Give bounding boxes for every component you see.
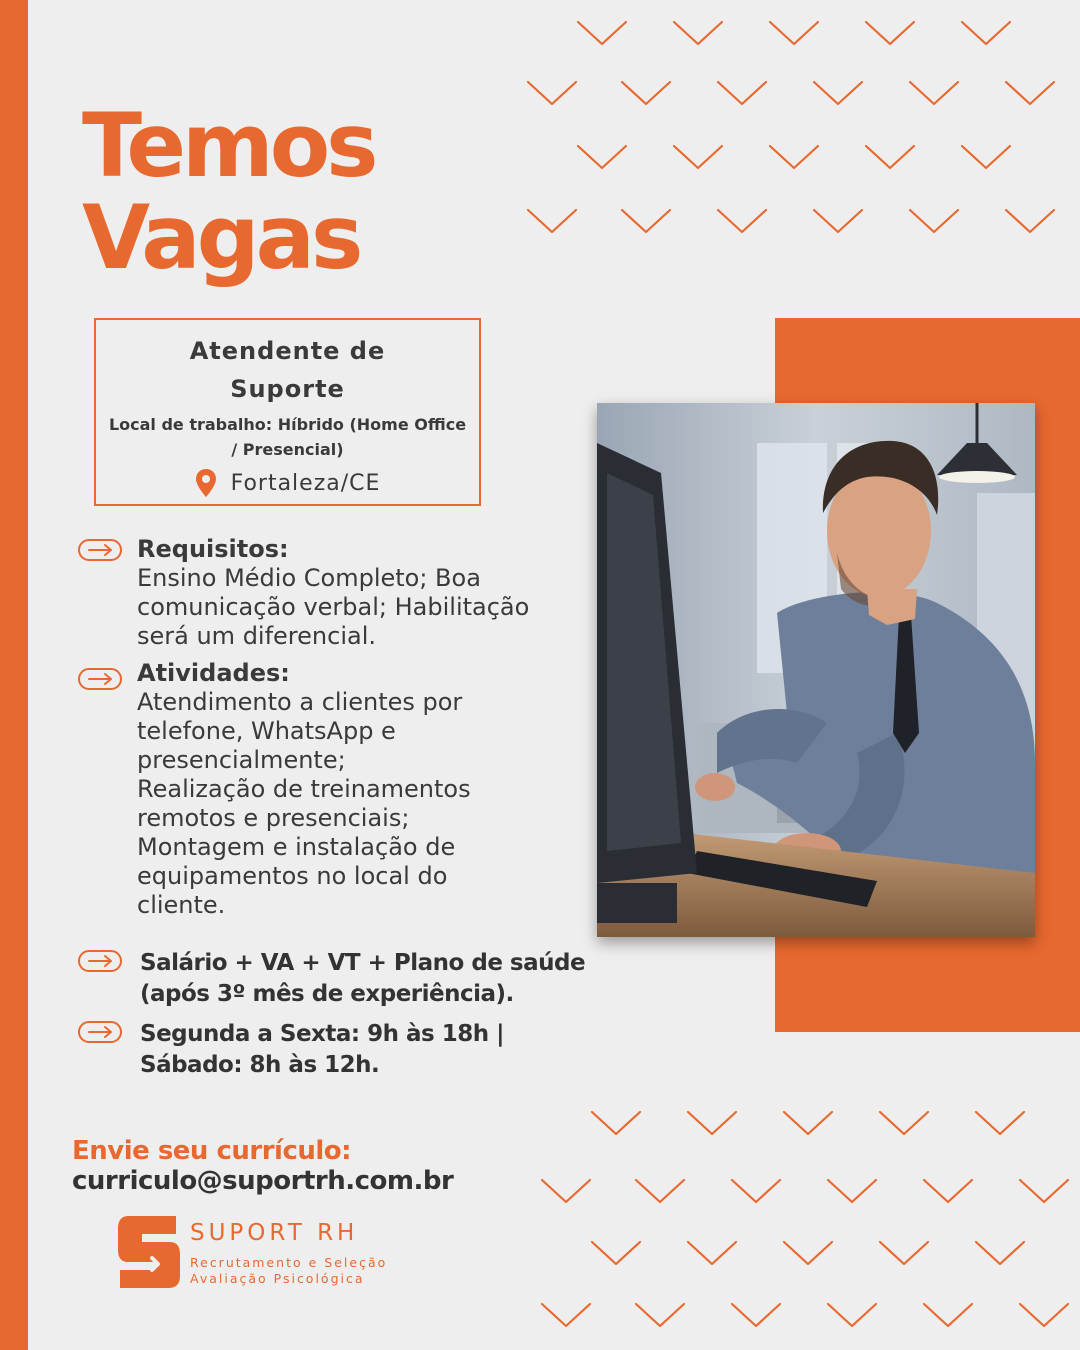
requisitos-line: será um diferencial.	[137, 622, 376, 650]
job-city: Fortaleza/CE	[230, 470, 381, 496]
chevron-group-top	[528, 22, 1054, 232]
headline-line-2: Vagas	[82, 186, 360, 289]
logo-name: SUPORT RH	[190, 1220, 359, 1246]
requisitos-section	[137, 535, 529, 651]
atividades-line: Montagem e instalação de	[137, 833, 456, 861]
location-pin-icon	[195, 468, 217, 498]
atividades-line: cliente.	[137, 891, 226, 919]
arrow-right-icon	[78, 1021, 122, 1043]
atividades-line: telefone, WhatsApp e	[137, 717, 396, 745]
left-accent-stripe	[0, 0, 28, 1350]
cta-email-link[interactable]: curriculo@suportrh.com.br	[72, 1166, 454, 1196]
atividades-line: equipamentos no local do	[137, 862, 448, 890]
headline-line-1: Temos	[82, 94, 375, 197]
atividades-heading: Atividades:	[137, 659, 290, 687]
job-work-location: Local de trabalho: Híbrido (Home Office / Presencial)	[108, 415, 467, 459]
requisitos-heading: Requisitos:	[137, 535, 289, 563]
atividades-line: Realização de treinamentos	[137, 775, 471, 803]
arrow-right-icon	[78, 668, 122, 690]
beneficios-line-1: Salário + VA + VT + Plano de saúde	[140, 950, 586, 976]
headline	[82, 94, 522, 289]
logo-s-icon	[116, 1214, 182, 1290]
logo-subtitle-2: Avaliação Psicológica	[190, 1271, 365, 1286]
requisitos-line: comunicação verbal; Habilitação	[137, 593, 530, 621]
chevron-group-bottom	[542, 1112, 1068, 1326]
horario-text	[140, 1019, 504, 1081]
arrow-right-icon	[78, 950, 122, 972]
horario-line-1: Segunda a Sexta: 9h às 18h |	[140, 1021, 505, 1047]
job-title: Atendente de Suporte	[189, 337, 386, 403]
beneficios-text	[140, 948, 585, 1010]
photo-illustration	[597, 403, 1035, 937]
requisitos-line: Ensino Médio Completo; Boa	[137, 564, 481, 592]
job-info-box	[94, 318, 481, 506]
cta-label: Envie seu currículo:	[72, 1136, 352, 1166]
atividades-line: presencialmente;	[137, 746, 346, 774]
atividades-section	[137, 659, 471, 920]
beneficios-line-2: (após 3º mês de experiência).	[140, 981, 514, 1007]
horario-line-2: Sábado: 8h às 12h.	[140, 1052, 380, 1078]
atividades-line: Atendimento a clientes por	[137, 688, 463, 716]
atividades-line: remotos e presenciais;	[137, 804, 410, 832]
office-worker-photo	[597, 403, 1035, 937]
job-city-row	[96, 468, 479, 498]
logo-subtitle-1: Recrutamento e Seleção	[190, 1255, 388, 1270]
arrow-right-icon	[78, 539, 122, 561]
